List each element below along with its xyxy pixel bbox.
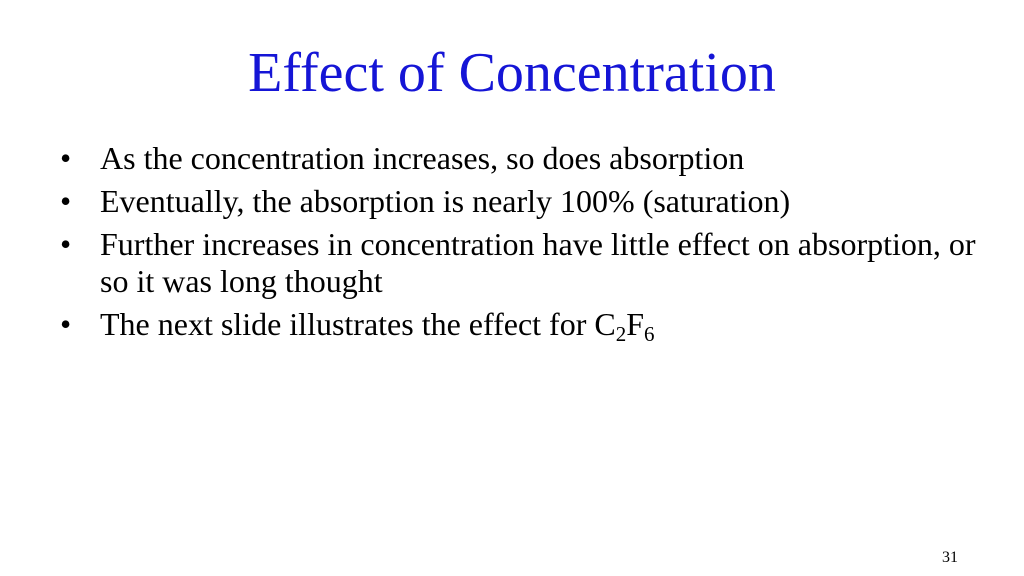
bullet-item <box>60 183 980 220</box>
bullet-text: As the concentration increases, so does absorption <box>100 140 745 176</box>
bullet-marker: • <box>60 226 72 262</box>
formula-element-f: F <box>626 306 644 342</box>
slide-title: Effect of Concentration <box>248 42 776 104</box>
bullet-list <box>60 140 980 349</box>
formula-subscript-2: 2 <box>615 322 627 346</box>
formula-subscript-6: 6 <box>643 322 655 346</box>
bullet-text: The next slide illustrates the effect for <box>100 306 595 342</box>
page-number: 31 <box>942 549 958 566</box>
bullet-item <box>60 306 980 346</box>
bullet-text: Eventually, the absorption is nearly 100% (saturation) <box>100 183 791 219</box>
bullet-marker: • <box>60 183 72 219</box>
bullet-item <box>60 226 980 300</box>
bullet-text: Further increases in concentration have little effect on absorption, or so it was long thought <box>100 226 976 299</box>
formula-element-c: C <box>594 306 616 342</box>
bullet-item <box>60 140 980 177</box>
bullet-marker: • <box>60 306 72 342</box>
bullet-marker: • <box>60 140 72 176</box>
